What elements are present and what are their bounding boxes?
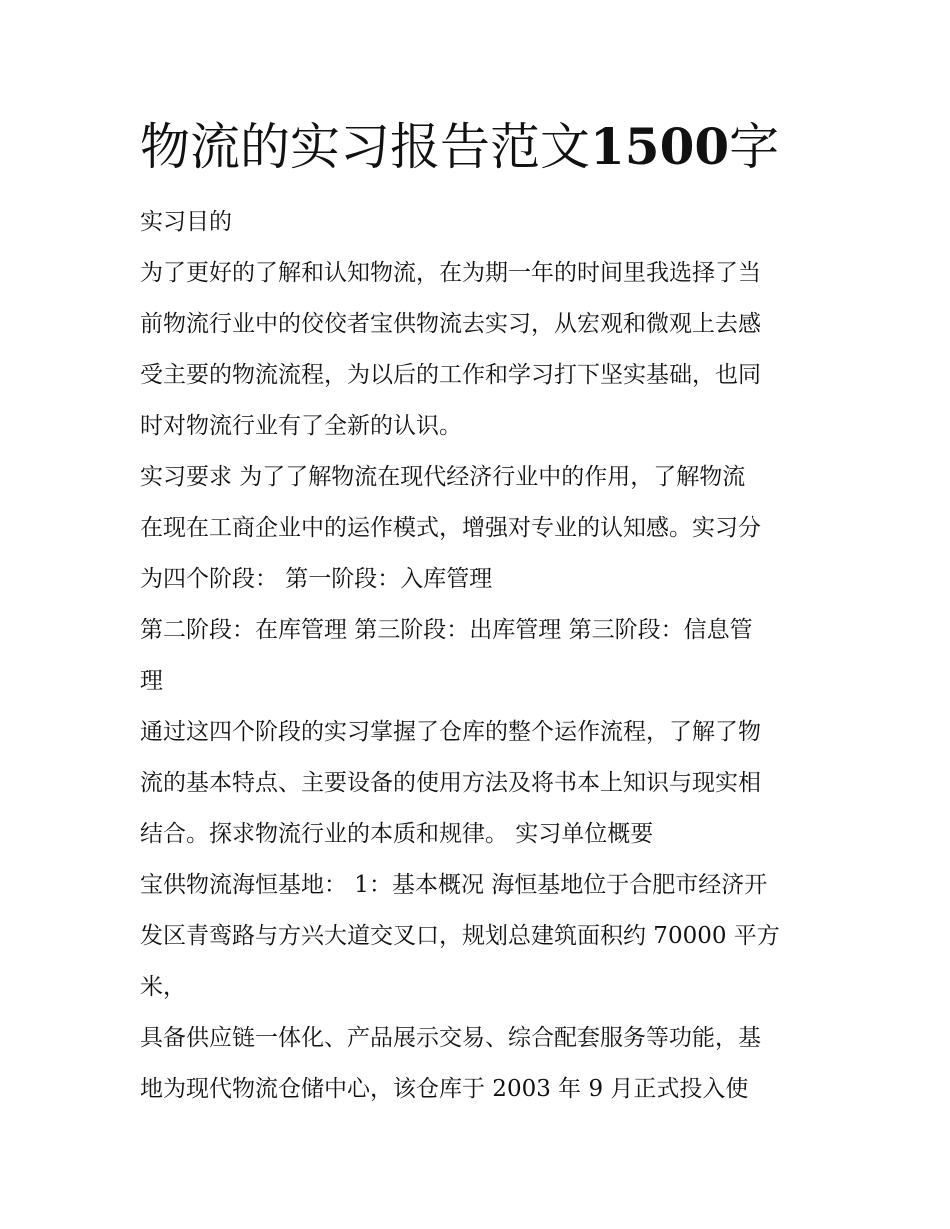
- paragraph-line: 发区青鸾路与方兴大道交叉口，规划总建筑面积约 70000 平方: [140, 923, 780, 949]
- paragraph-line: 为四个阶段： 第一阶段：入库管理: [140, 566, 493, 592]
- paragraph-line: 通过这四个阶段的实习掌握了仓库的整个运作流程，了解了物: [140, 719, 761, 745]
- document-body: [140, 112, 815, 1115]
- paragraph-line: 理: [140, 668, 163, 694]
- paragraph-line: 前物流行业中的佼佼者宝供物流去实习，从宏观和微观上去感: [140, 311, 761, 337]
- paragraph-line: 地为现代物流仓储中心，该仓库于 2003 年 9 月正式投入使: [140, 1076, 749, 1102]
- paragraph-line: 为了更好的了解和认知物流，在为期一年的时间里我选择了当: [140, 260, 761, 286]
- paragraph-line: 受主要的物流流程，为以后的工作和学习打下坚实基础，也同: [140, 362, 761, 388]
- paragraph-line: 米，: [140, 974, 186, 1000]
- title-prefix: 物流的实习报告范文: [140, 118, 590, 176]
- paragraph-line: 宝供物流海恒基地： 1：基本概况 海恒基地位于合肥市经济开: [140, 872, 768, 898]
- paragraph-line: 结合。探求物流行业的本质和规律。 实习单位概要: [140, 821, 654, 847]
- section-heading-purpose: 实习目的: [140, 209, 232, 235]
- paragraph-line: 时对物流行业有了全新的认识。: [140, 413, 462, 439]
- title-number: 1500: [590, 117, 730, 176]
- paragraph-line: 实习要求 为了了解物流在现代经济行业中的作用，了解物流: [140, 464, 746, 490]
- page-title: [140, 112, 815, 182]
- paragraph-line: 具备供应链一体化、产品展示交易、综合配套服务等功能，基: [140, 1025, 761, 1051]
- title-suffix: 字: [729, 118, 780, 176]
- paragraph-line: 在现在工商企业中的运作模式，增强对专业的认知感。实习分: [140, 515, 761, 541]
- paragraph-line: 第二阶段：在库管理 第三阶段：出库管理 第三阶段：信息管: [140, 617, 753, 643]
- paragraph-line: 流的基本特点、主要设备的使用方法及将书本上知识与现实相: [140, 770, 761, 796]
